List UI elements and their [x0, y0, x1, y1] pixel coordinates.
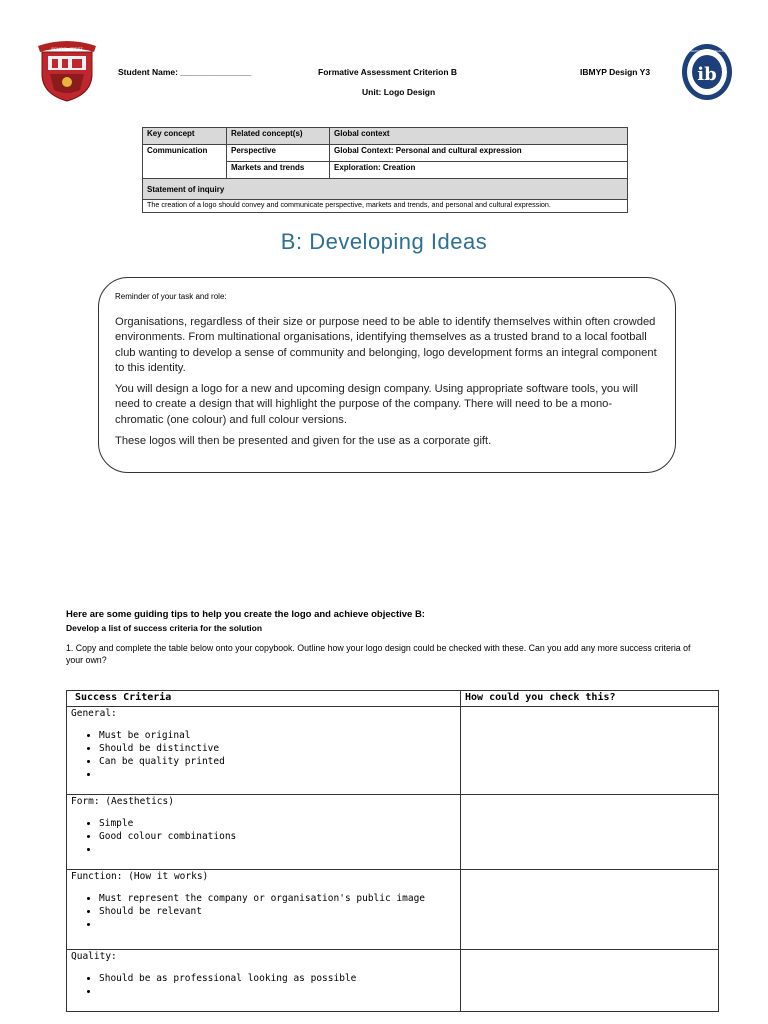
- check-cell-general[interactable]: [461, 707, 719, 795]
- tips-instruction: 1. Copy and complete the table below onto your copybook. Outline how your logo design could be checked with these. Can you add any more success criteria of your own?: [66, 643, 691, 665]
- list-item: • Should be as professional looking as possible: [99, 972, 456, 985]
- list-item: • Must represent the company or organisation's public image: [99, 892, 456, 905]
- list-item: • Must be original: [99, 729, 456, 742]
- check-cell-form[interactable]: [461, 795, 719, 870]
- criteria-section-form: [67, 795, 461, 870]
- reminder-paragraph-2: You will design a logo for a new and upcoming design company. Using appropriate software tools, you will need to create a design that will highlight the purpose of the company. There will need to be a mono-chromatic (one colour) and full colour versions.: [115, 383, 639, 426]
- criteria-section-general: [67, 707, 461, 795]
- check-header: How could you check this?: [461, 691, 719, 707]
- list-item: [99, 918, 456, 931]
- assessment-label: Formative Assessment Criterion B: [318, 67, 458, 77]
- section-label: Function: (How it works): [71, 871, 209, 882]
- tips-heading: Here are some guiding tips to help you create the logo and achieve objective B:: [66, 609, 425, 620]
- check-cell-function[interactable]: [461, 870, 719, 950]
- success-criteria-header: Success Criteria: [67, 691, 461, 707]
- global-context-header: Global context: [330, 128, 628, 145]
- reminder-paragraph-1: Organisations, regardless of their size or purpose need to be able to identify themselves within often crowded environments. From multinational organisations, identifying themselves as a trusted brand to a local football club wanting to develop a sense of community and belonging, logo development forms an integral component to this identity.: [115, 316, 657, 374]
- related-concepts-header: Related concept(s): [227, 128, 330, 145]
- key-concept-header: Key concept: [143, 128, 227, 145]
- page-title: B: Developing Ideas: [280, 229, 488, 254]
- global-context-2: Exploration: Creation: [330, 162, 628, 179]
- list-item: • Should be relevant: [99, 905, 456, 918]
- school-crest-logo: [34, 38, 100, 102]
- reminder-box: [98, 277, 676, 473]
- list-item: [99, 843, 456, 856]
- related-concept-2: Markets and trends: [227, 162, 330, 179]
- key-concept-value: Communication: [143, 145, 227, 179]
- list-item: • Good colour combinations: [99, 830, 456, 843]
- related-concept-1: Perspective: [227, 145, 330, 162]
- list-item: [99, 985, 456, 998]
- inquiry-text: The creation of a logo should convey and communicate perspective, markets and trends, and personal and cultural expression.: [143, 200, 628, 213]
- success-criteria-table: [66, 690, 719, 1012]
- ib-ring-text: INTERNATIONAL BACCALAUREATE: [681, 49, 733, 53]
- reminder-paragraph-3: These logos will then be presented and given for the use as a corporate gift.: [115, 435, 492, 448]
- tips-subheading: Develop a list of success criteria for the solution: [66, 623, 263, 633]
- global-context-1: Global Context: Personal and cultural expression: [330, 145, 628, 162]
- list-item: • Should be distinctive: [99, 742, 456, 755]
- section-label: General:: [71, 708, 117, 719]
- check-cell-quality[interactable]: [461, 950, 719, 1012]
- inquiry-label: Statement of inquiry: [143, 179, 628, 200]
- school-logo-text: SCHOOL CREST: [51, 46, 83, 51]
- criteria-section-quality: [67, 950, 461, 1012]
- course-label: IBMYP Design Y3: [580, 67, 651, 77]
- student-name-label: Student Name: _______________: [118, 67, 252, 77]
- list-item: • Can be quality printed: [99, 755, 456, 768]
- ib-logo-text: ib: [697, 64, 717, 85]
- ib-logo: [681, 43, 733, 101]
- section-label: Form: (Aesthetics): [71, 796, 174, 807]
- criteria-section-function: [67, 870, 461, 950]
- list-item: • Simple: [99, 817, 456, 830]
- concept-table: [142, 127, 628, 213]
- list-item: [99, 768, 456, 781]
- reminder-label: Reminder of your task and role:: [115, 292, 227, 301]
- unit-label: Unit: Logo Design: [362, 87, 436, 97]
- section-label: Quality:: [71, 951, 117, 962]
